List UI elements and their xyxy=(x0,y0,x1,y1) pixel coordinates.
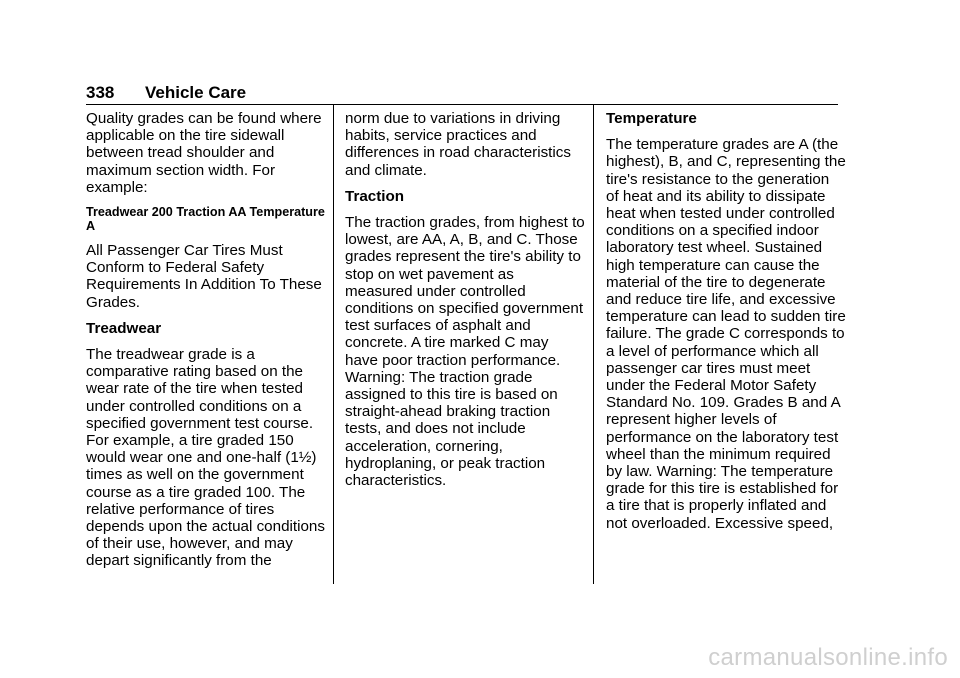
temperature-paragraph: The temperature grades are A (the highest), B, and C, representing the tire's resistance to the generation of heat and its ability to dissipate heat when tested under controlled conditions on a specified indoor laboratory test wheel. Sustained high temperature can cause the material of the tire to degenerate and reduce tire life, and excessive temperature can lead to sudden tire failure. The grade C corresponds to a level of performance which all passenger car tires must meet under the Federal Motor Safety Standard No. 109. Grades B and A represent higher levels of performance on the laboratory test wheel than the minimum required by law. Warning: The temperature grade for this tire is established for a tire that is properly inflated and not overloaded. Excessive speed, xyxy=(606,136,846,532)
watermark: carmanualsonline.info xyxy=(708,644,948,671)
column-divider xyxy=(593,104,594,584)
federal-statement: All Passenger Car Tires Must Conform to Federal Safety Requirements In Addition To These Grades. xyxy=(86,242,322,311)
traction-paragraph: The traction grades, from highest to lowest, are AA, A, B, and C. Those grades represent the tire's ability to stop on wet pavement as measured under controlled conditions on specified government test surfaces of asphalt and concrete. A tire marked C may have poor traction performance. Warning: The traction grade assigned to this tire is based on straight-ahead braking traction tests, and does not include acceleration, cornering, hydroplaning, or peak traction characteristics. xyxy=(345,214,585,490)
temperature-heading: Temperature xyxy=(606,110,697,127)
page-header xyxy=(86,84,838,105)
text-column-2 xyxy=(345,110,585,498)
traction-heading: Traction xyxy=(345,187,405,205)
continuation-paragraph: norm due to variations in driving habits, service practices and differences in road characteristics and climate. xyxy=(345,110,571,179)
treadwear-heading: Treadwear xyxy=(86,319,162,337)
grade-example: Treadwear 200 Traction AA Temperature A xyxy=(86,205,325,234)
treadwear-paragraph: The treadwear grade is a comparative rating based on the wear rate of the tire when tested under controlled conditions on a specified government test course. For example, a tire graded 150 would wear one and one-half (1½) times as well on the government course as a tire graded 100. The relative performance of tires depends upon the actual conditions of their use, however, and may depart significantly from the xyxy=(86,346,325,570)
column-divider xyxy=(333,104,334,584)
section-title: Vehicle Care xyxy=(145,83,247,102)
text-column-1 xyxy=(86,110,326,579)
page-number: 338 xyxy=(86,83,115,102)
intro-paragraph: Quality grades can be found where applicable on the tire sidewall between tread shoulder and maximum section width. For example: xyxy=(86,110,322,196)
text-column-3 xyxy=(606,110,846,541)
